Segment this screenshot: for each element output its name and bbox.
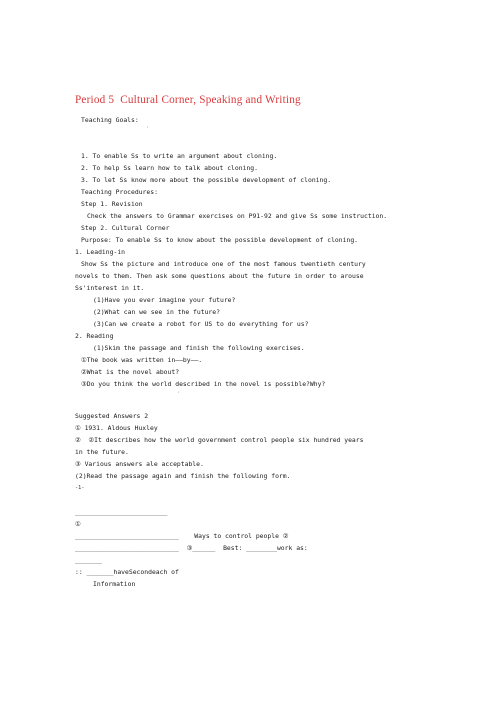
reading-question-2: ②What is the novel about? xyxy=(81,368,180,376)
answer-1: ① 1931. Aldous Huxley xyxy=(75,424,158,432)
answer-2-cont: in the future. xyxy=(75,448,129,456)
blank-line-1: ________________________ xyxy=(75,508,168,516)
step-1-text: Check the answers to Grammar exercises on P91-92 and give Ss some instruction. xyxy=(87,212,388,220)
purpose: Purpose: To enable Ss to know about the possible development of cloning. xyxy=(81,236,359,244)
leading-in-heading: 1. Leading-in xyxy=(75,248,126,256)
reading-question-3: ③Do you think the world described in the novel is possible?Why? xyxy=(81,380,326,388)
goals-heading: Teaching Goals: xyxy=(81,116,139,124)
answer-3: ③ Various answers ale acceptable. xyxy=(75,460,204,468)
stray-dot: · xyxy=(146,125,150,131)
reading-heading: 2. Reading xyxy=(75,332,114,340)
form-row-6: Information xyxy=(93,580,136,588)
question-1: (1)Have you ever imagine your future? xyxy=(93,296,236,304)
question-3: (3)Can we create a robot for US to do everything for us? xyxy=(93,320,309,328)
goal-2: 2. To help Ss learn how to talk about cloning. xyxy=(81,164,258,172)
form-row-5: :: _______haveSecondeach of xyxy=(75,568,179,576)
blank-line-4: _______ xyxy=(75,556,102,564)
step-2: Step 2. Cultural Corner xyxy=(81,224,170,232)
circle-number-1: ① xyxy=(75,520,81,528)
page-number: -1- xyxy=(75,485,85,491)
stray-dot-2: · xyxy=(177,390,181,396)
skim-instruction: (1)Skim the passage and finish the following exercises. xyxy=(93,344,305,352)
goal-1: 1. To enable Ss to write an argument about cloning. xyxy=(81,152,278,160)
show-line-3: Ss'interest in it. xyxy=(75,284,145,292)
reading-question-1: ①The book was written in——by——. xyxy=(81,356,203,364)
page-title: Period 5 Cultural Corner, Speaking and Writing xyxy=(75,94,301,106)
show-line-1: Show Ss the picture and introduce one of the most famous twentieth century xyxy=(81,260,366,268)
goal-3: 3. To let Ss know more about the possible development of cloning. xyxy=(81,176,332,184)
answers-heading: Suggested Answers 2 xyxy=(75,412,149,420)
step-1: Step 1. Revision xyxy=(81,200,143,208)
answer-2: ② ②It describes how the world government control people six hundred years xyxy=(75,436,364,444)
show-line-2: novels to them. Then ask some questions about the future in order to arouse xyxy=(75,272,364,280)
procedures-heading: Teaching Procedures: xyxy=(81,188,158,196)
read-again-instruction: (2)Read the passage again and finish the following form. xyxy=(75,472,291,480)
question-2: (2)What can we see in the future? xyxy=(93,308,220,316)
form-row-2: ___________________________ Ways to control people ② xyxy=(75,532,289,540)
form-row-3: ___________________________ ③______ Best: ________work as: xyxy=(75,544,308,552)
